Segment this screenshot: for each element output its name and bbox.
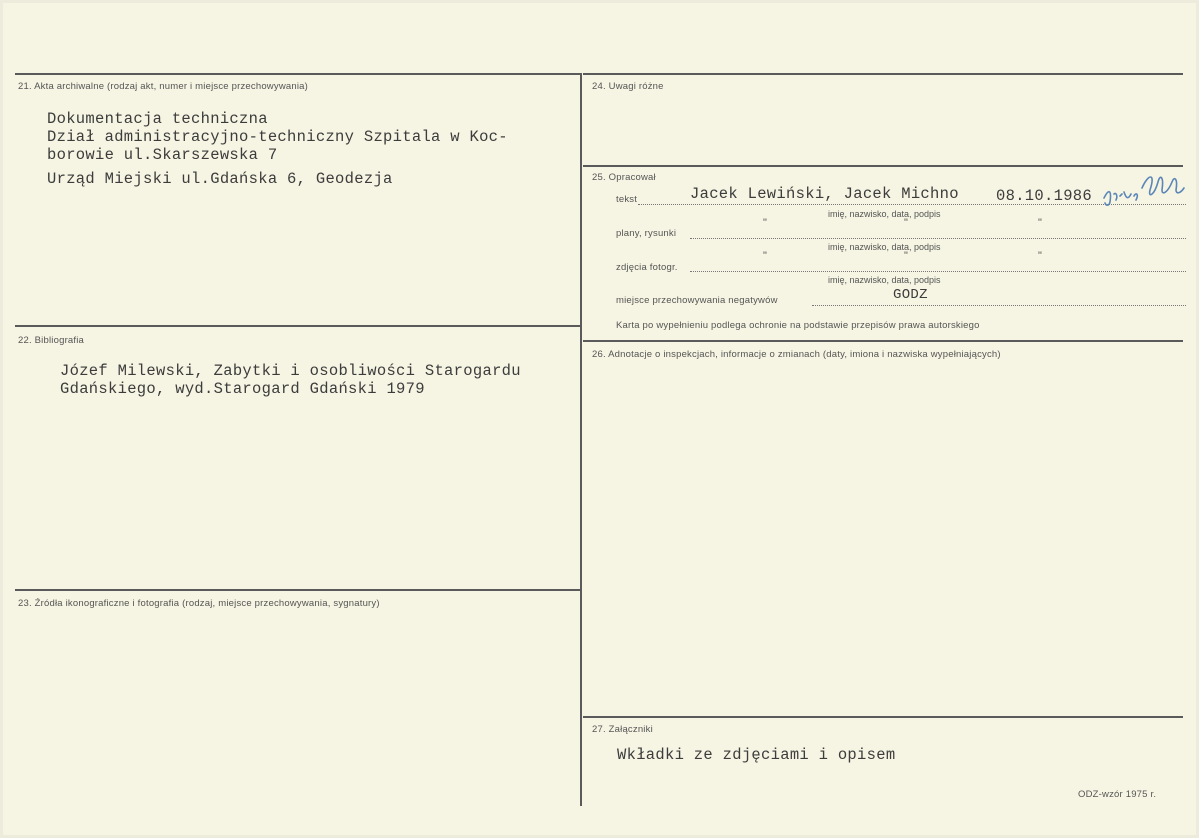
rule-22 — [15, 325, 581, 327]
copyright-note: Karta po wypełnieniu podlega ochronie na podstawie przepisów prawa autorskiego — [616, 320, 980, 331]
tekst-label: tekst — [616, 194, 638, 205]
signature-mark — [1098, 168, 1190, 210]
rule-25 — [583, 165, 1183, 167]
plany-ditto-3: " — [1038, 217, 1042, 229]
section-22-label: 22. Bibliografia — [18, 335, 85, 346]
section-21-line-2: Dział administracyjno-techniczny Szpitala w Koc- — [47, 128, 508, 146]
tekst-date: 08.10.1986 — [996, 187, 1093, 205]
center-divider — [580, 73, 582, 806]
plany-label: plany, rysunki — [616, 228, 677, 239]
zdjecia-dotted-line — [690, 271, 1186, 272]
negatywy-dotted-line — [812, 305, 1186, 306]
zdjecia-ditto-3: " — [1038, 250, 1042, 262]
zdjecia-label: zdjęcia fotogr. — [616, 262, 678, 273]
zdjecia-ditto-2: " — [904, 250, 908, 262]
tekst-value: Jacek Lewiński, Jacek Michno — [690, 185, 959, 203]
plany-dotted-line — [690, 238, 1186, 239]
section-22-line-1: Józef Milewski, Zabytki i osobliwości Starogardu — [60, 362, 521, 380]
top-rule-right — [583, 73, 1183, 75]
section-22-line-2: Gdańskiego, wyd.Starogard Gdański 1979 — [60, 380, 425, 398]
negatywy-value: GODZ — [893, 287, 928, 303]
section-27-label: 27. Załączniki — [592, 724, 653, 735]
top-rule-left — [15, 73, 582, 75]
rule-27 — [583, 716, 1183, 718]
negatywy-label: miejsce przechowywania negatywów — [616, 295, 778, 306]
rule-26 — [583, 340, 1183, 342]
plany-ditto-1: " — [763, 217, 767, 229]
form-footer: ODZ-wzór 1975 r. — [1078, 789, 1157, 800]
section-21-line-3: borowie ul.Skarszewska 7 — [47, 146, 278, 164]
section-21-line-4: Urząd Miejski ul.Gdańska 6, Geodezja — [47, 170, 393, 188]
section-21-line-1: Dokumentacja techniczna — [47, 110, 268, 128]
section-21-label: 21. Akta archiwalne (rodzaj akt, numer i miejsce przechowywania) — [18, 81, 309, 92]
rule-23 — [15, 589, 581, 591]
section-23-label: 23. Źródła ikonograficzne i fotografia (rodzaj, miejsce przechowywania, sygnatury) — [18, 598, 380, 609]
plany-caption: imię, nazwisko, data, podpis — [828, 242, 941, 252]
zdjecia-caption: imię, nazwisko, data, podpis — [828, 275, 941, 285]
zdjecia-ditto-1: " — [763, 250, 767, 262]
section-26-label: 26. Adnotacje o inspekcjach, informacje o zmianach (daty, imiona i nazwiska wypełniających) — [592, 349, 1001, 360]
plany-ditto-2: " — [904, 217, 908, 229]
section-27-value: Wkładki ze zdjęciami i opisem — [617, 746, 896, 764]
tekst-caption: imię, nazwisko, data, podpis — [828, 209, 941, 219]
section-24-label: 24. Uwagi różne — [592, 81, 664, 92]
section-25-label: 25. Opracował — [592, 172, 656, 183]
